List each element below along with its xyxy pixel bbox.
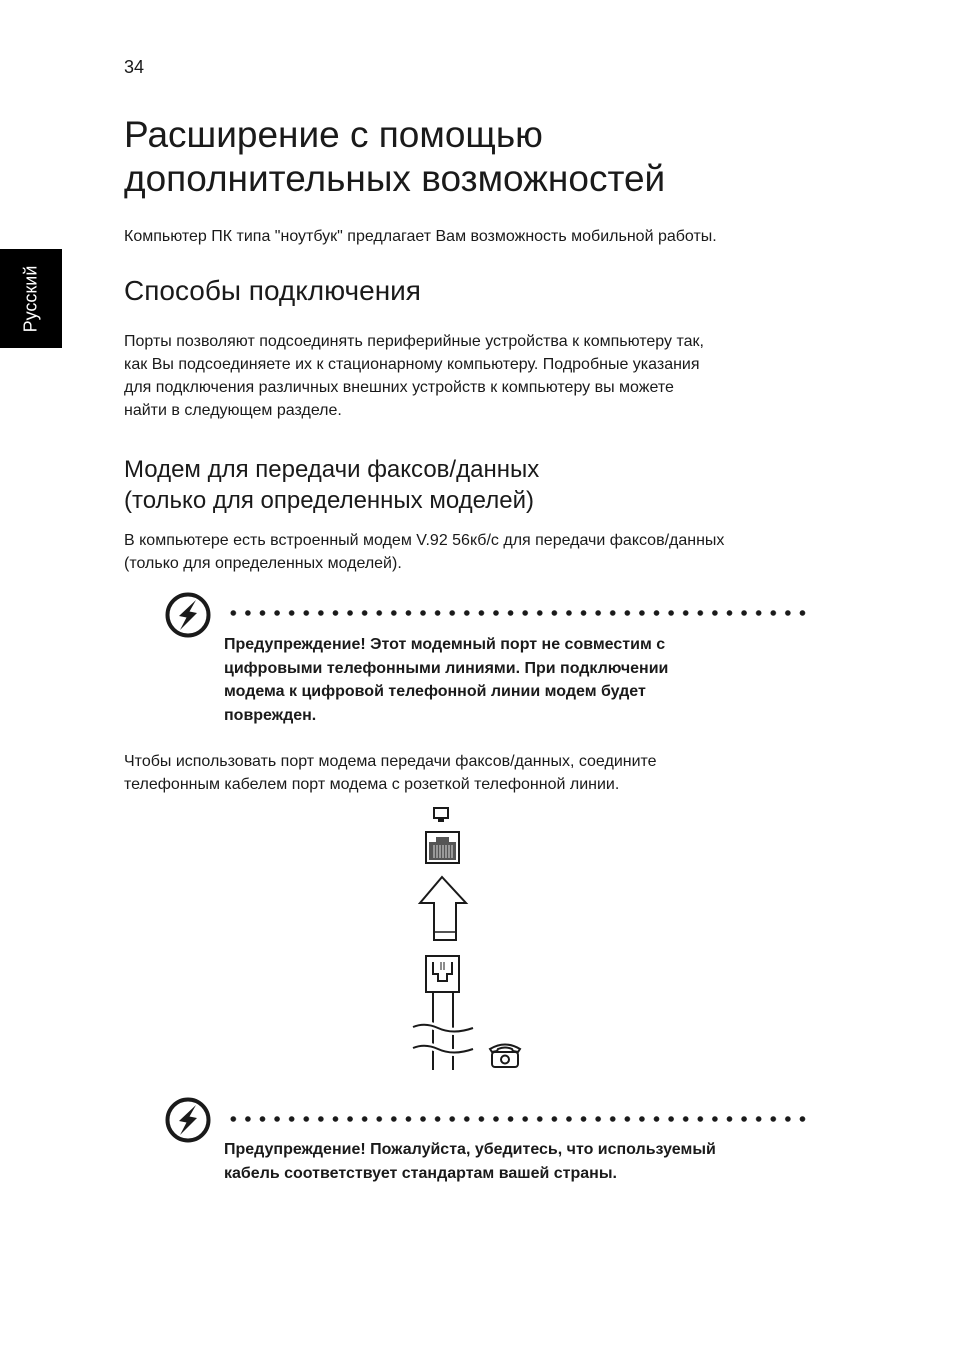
telephone-icon: [490, 1045, 520, 1068]
language-tab-label: Русский: [20, 265, 41, 332]
paragraph-line: найти в следующем разделе.: [124, 402, 342, 419]
paragraph-line: Чтобы использовать порт модема передачи факсов/данных, соедините: [124, 753, 657, 770]
instruction-paragraph: [124, 750, 657, 796]
paragraph-line: Порты позволяют подсоединять периферийные устройства к компьютеру так,: [124, 333, 704, 350]
heading-line: (только для определенных моделей): [124, 487, 534, 514]
warning-line: Предупреждение! Пожалуйста, убедитесь, что используемый: [224, 1141, 716, 1158]
page-title: [124, 113, 844, 201]
warning-line: поврежден.: [224, 706, 317, 724]
connection-paragraph: [124, 330, 704, 422]
section-heading-connection: Способы подключения: [124, 275, 421, 306]
warning-line: кабель соответствует стандартам вашей страны.: [224, 1164, 617, 1182]
page-title-line: Расширение с помощью: [124, 114, 543, 155]
page-number: 34: [124, 57, 145, 77]
paragraph-line: В компьютере есть встроенный модем V.92 56кб/с для передачи факсов/данных: [124, 532, 725, 549]
paragraph-line: (только для определенных моделей).: [124, 555, 402, 572]
intro-text: Компьютер ПК типа "ноутбук" предлагает Вам возможность мобильной работы.: [124, 228, 717, 245]
lightning-warning-icon: [165, 1097, 211, 1143]
warning-line: цифровыми телефонными линиями. При подключении: [224, 659, 669, 677]
warning-text: [224, 1138, 716, 1185]
page-title-line: дополнительных возможностей: [124, 158, 666, 199]
language-tab: [0, 249, 62, 348]
rj11-plug-icon: [426, 956, 459, 992]
warning-text: [224, 633, 668, 727]
modem-port-symbol-icon: [434, 808, 448, 822]
paragraph-line: телефонным кабелем порт модема с розеткой телефонной линии.: [124, 776, 620, 793]
rj11-port-icon: [426, 832, 459, 863]
lightning-warning-icon: [165, 592, 211, 638]
paragraph-line: как Вы подсоединяете их к стационарному компьютеру. Подробные указания: [124, 356, 700, 373]
warning-line: Предупреждение! Этот модемный порт не совместим с: [224, 636, 666, 653]
modem-connection-diagram: [405, 800, 535, 1075]
paragraph-line: для подключения различных внешних устройств к компьютеру вы можете: [124, 379, 674, 396]
warning-line: модема к цифровой телефонной линии модем будет: [224, 683, 646, 700]
warning-divider: [226, 610, 810, 616]
modem-paragraph: [124, 529, 724, 575]
section-heading-modem: [124, 454, 539, 516]
heading-line: Модем для передачи факсов/данных: [124, 456, 540, 483]
warning-divider: [226, 1116, 810, 1122]
up-arrow-icon: [420, 877, 466, 940]
